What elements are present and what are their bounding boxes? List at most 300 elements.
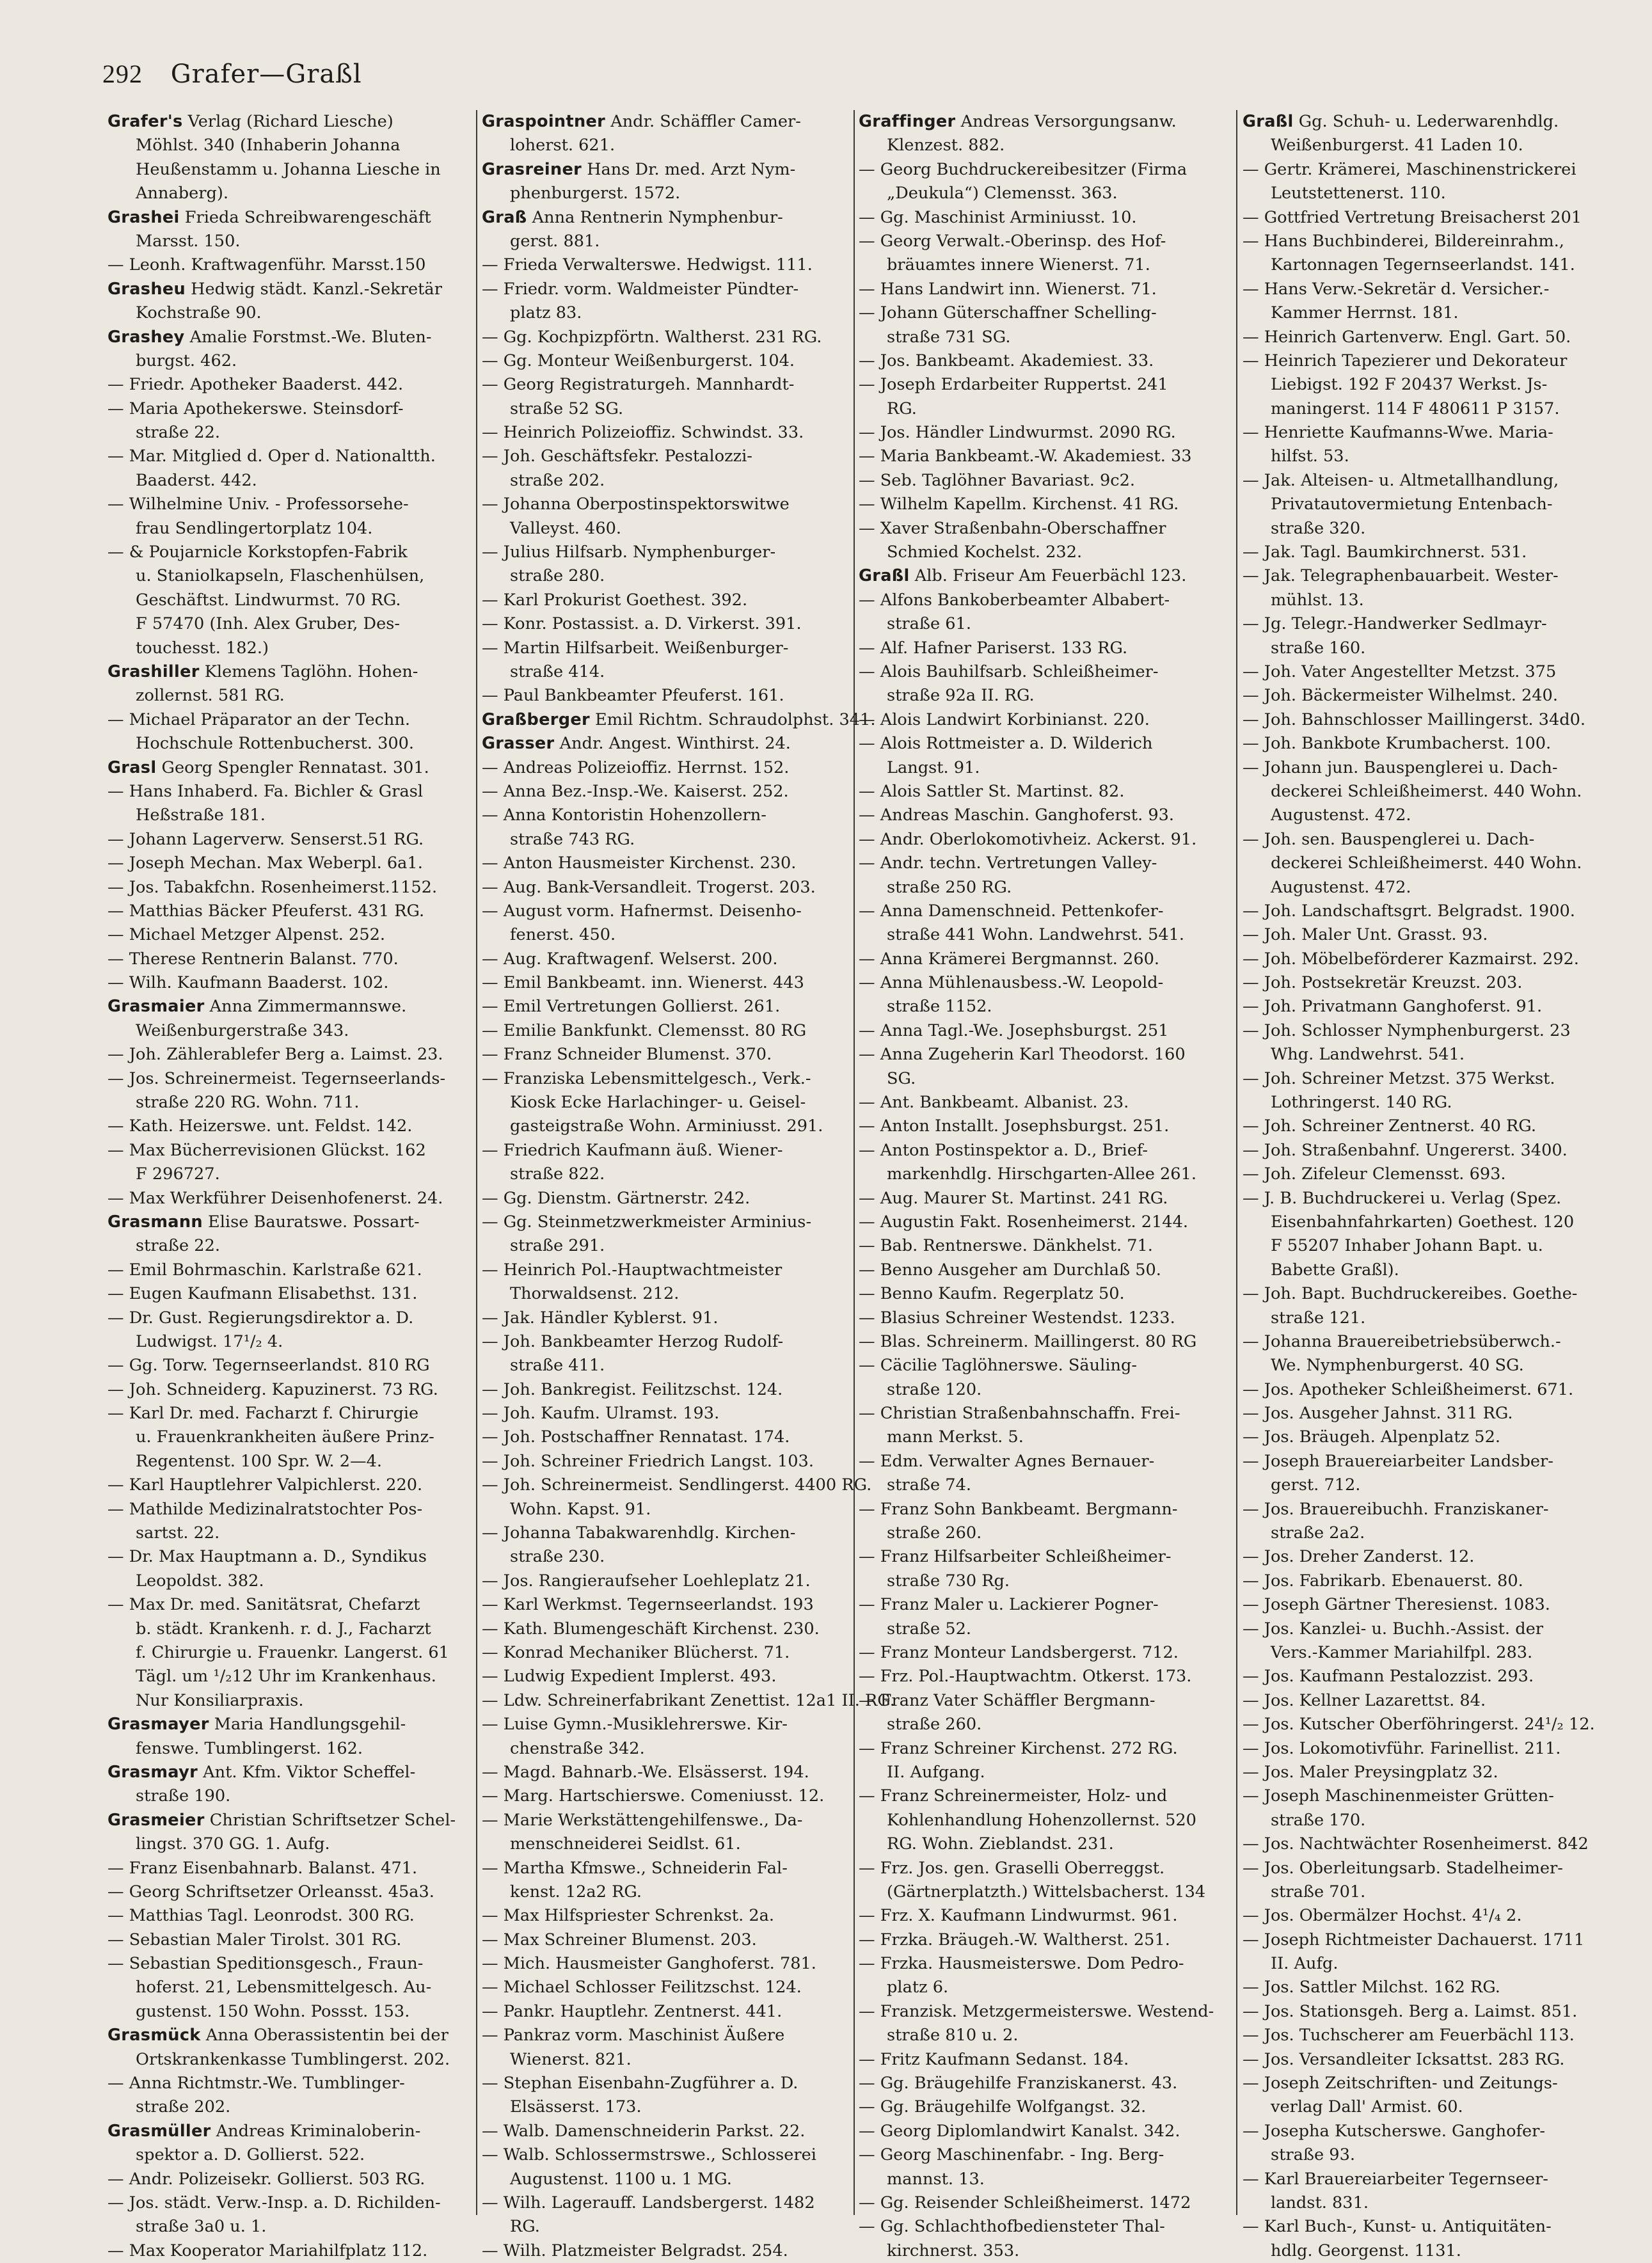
entry-line: RG. Wohn. Zieblandst. 231.: [887, 1834, 1114, 1854]
entry-line: straße 121.: [1271, 1308, 1366, 1328]
entry-line: straße 160.: [1271, 638, 1366, 658]
entry-line: — Fritz Kaufmann Sedanst. 184.: [859, 2049, 1129, 2069]
entry-line: — Hans Buchbinderei, Bildereinrahm.,: [1243, 231, 1564, 251]
entry-line: — Xaver Straßenbahn-Oberschaffner: [859, 518, 1166, 538]
entry-line: f. Chirurgie u. Frauenkr. Langerst. 61: [136, 1643, 449, 1662]
entry-line: straße 822.: [510, 1164, 605, 1184]
entry-line: mannst. 13.: [887, 2169, 985, 2189]
entry-line: — Gertr. Krämerei, Maschinenstrickerei: [1243, 159, 1577, 179]
entry-line: — Karl Brauereiarbeiter Tegernseer-: [1243, 2169, 1548, 2189]
entry-line: — Max Dr. med. Sanitätsrat, Chefarzt: [107, 1595, 420, 1615]
entry-line: burgst. 462.: [136, 351, 237, 370]
entry-line: Möhlst. 340 (Inhaberin Johanna: [136, 136, 401, 155]
entry-line: straße 220 RG. Wohn. 711.: [136, 1093, 360, 1113]
entry-heading: Grasmann Elise Bauratswe. Possart-: [107, 1212, 420, 1232]
entry-heading: Grafer's Verlag (Richard Liesche): [107, 112, 393, 131]
entry-line: — Jos. Obermälzer Hochst. 4¹/₄ 2.: [1243, 1906, 1522, 1926]
entry-line: straße 260.: [887, 1715, 982, 1735]
entry-line: Ludwigst. 17¹/₂ 4.: [136, 1331, 283, 1351]
entry-line: — Jos. Versandleiter Icksattst. 283 RG.: [1243, 2049, 1565, 2069]
entry-heading: Graßl Gg. Schuh- u. Lederwarenhdlg.: [1243, 112, 1559, 131]
entry-line: Augustenst. 472.: [1271, 877, 1411, 897]
directory-column-3: [859, 110, 1220, 2260]
entry-line: — Andr. techn. Vertretungen Valley-: [859, 854, 1157, 873]
entry-line: — Blas. Schreinerm. Maillingerst. 80 RG: [859, 1331, 1197, 1351]
entry-line: We. Nymphenburgerst. 40 SG.: [1271, 1356, 1524, 1376]
entry-line: Weißenburgerst. 41 Laden 10.: [1271, 136, 1523, 155]
entry-line: Annaberg).: [136, 184, 228, 203]
entry-line: — Walb. Schlossermstrswe., Schlosserei: [482, 2145, 816, 2165]
entry-line: — Jg. Telegr.-Handwerker Sedlmayr-: [1243, 614, 1547, 634]
entry-line: — Joh. Möbelbeförderer Kazmairst. 292.: [1243, 949, 1579, 969]
entry-line: Eisenbahnfahrkarten) Goethest. 120: [1271, 1212, 1575, 1232]
entry-line: — Bab. Rentnerswe. Dänkhelst. 71.: [859, 1236, 1153, 1256]
entry-line: — Max Hilfspriester Schrenkst. 2a.: [482, 1906, 775, 1926]
page-number: 292: [102, 60, 143, 88]
entry-line: — Andr. Polizeisekr. Gollierst. 503 RG.: [107, 2169, 425, 2189]
entry-line: — Jos. städt. Verw.-Insp. a. D. Richilden-: [107, 2193, 441, 2212]
entry-line: — Michael Schlosser Feilitzschst. 124.: [482, 1978, 802, 1997]
entry-heading: Grasheu Hedwig städt. Kanzl.-Sekretär: [107, 279, 442, 299]
entry-line: straße 411.: [510, 1356, 605, 1376]
entry-line: — Jak. Händler Kyblerst. 91.: [482, 1308, 719, 1328]
entry-line: straße 1152.: [887, 997, 992, 1017]
entry-line: Privatautovermietung Entenbach-: [1271, 495, 1553, 514]
entry-line: — Joh. Maler Unt. Grasst. 93.: [1243, 925, 1488, 945]
entry-line: Kochstraße 90.: [136, 303, 262, 323]
entry-line: straße 701.: [1271, 1882, 1366, 1902]
entry-line: — Joh. Postsekretär Kreuzst. 203.: [1243, 973, 1523, 993]
entry-line: hdlg. Georgenst. 1131.: [1271, 2241, 1461, 2260]
entry-line: Whg. Landwehrst. 541.: [1271, 1045, 1465, 1065]
entry-line: — Sebastian Speditionsgesch., Fraun-: [107, 1954, 424, 1974]
entry-line: — Johann Lagerverw. Senserst.51 RG.: [107, 829, 424, 849]
entry-line: Kiosk Ecke Harlachinger- u. Geisel-: [510, 1093, 806, 1113]
entry-line: u. Frauenkrankheiten äußere Prinz-: [136, 1427, 434, 1447]
entry-line: — Martha Kfmswe., Schneiderin Fal-: [482, 1858, 788, 1878]
entry-line: — Anna Bez.-Insp.-We. Kaiserst. 252.: [482, 781, 789, 801]
entry-line: — Alois Sattler St. Martinst. 82.: [859, 781, 1125, 801]
entry-line: — Jos. Sattler Milchst. 162 RG.: [1243, 1978, 1500, 1997]
entry-line: gerst. 712.: [1271, 1475, 1361, 1495]
entry-line: — Johanna Oberpostinspektorswitwe: [482, 495, 790, 514]
entry-line: — Blasius Schreiner Westendst. 1233.: [859, 1308, 1175, 1328]
entry-line: — Marg. Hartschierswe. Comeniusst. 12.: [482, 1786, 825, 1806]
entry-line: SG.: [887, 1068, 916, 1088]
entry-line: — Frieda Verwalterswe. Hedwigst. 111.: [482, 255, 813, 275]
entry-line: — Franz Schneider Blumenst. 370.: [482, 1045, 772, 1065]
entry-line: spektor a. D. Gollierst. 522.: [136, 2145, 365, 2165]
entry-heading: Grasreiner Hans Dr. med. Arzt Nym-: [482, 159, 796, 179]
entry-line: — Jos. Bräugeh. Alpenplatz 52.: [1243, 1427, 1500, 1447]
entry-line: — Josepha Kutscherswe. Ganghofer-: [1243, 2121, 1546, 2141]
entry-line: — Wilhelm Kapellm. Kirchenst. 41 RG.: [859, 495, 1179, 514]
entry-line: verlag Dall' Armist. 60.: [1271, 2097, 1463, 2117]
running-head: Grafer—Graßl: [170, 60, 362, 89]
entry-line: straße 730 Rg.: [887, 1571, 1010, 1591]
entry-line: mühlst. 13.: [1271, 590, 1364, 610]
entry-line: — Joh. Schneiderg. Kapuzinerst. 73 RG.: [107, 1379, 438, 1399]
entry-line: sartst. 22.: [136, 1523, 220, 1543]
entry-line: straße 731 SG.: [887, 327, 1011, 347]
entry-line: — Jos. Lokomotivführ. Farinellist. 211.: [1243, 1738, 1561, 1758]
entry-line: straße 280.: [510, 566, 605, 586]
entry-line: — Jak. Alteisen- u. Altmetallhandlung,: [1243, 470, 1559, 490]
entry-line: Tägl. um ¹/₂12 Uhr im Krankenhaus.: [136, 1667, 436, 1687]
entry-line: — Gg. Dienstm. Gärtnerstr. 242.: [482, 1188, 751, 1208]
entry-line: — Joh. Bankbote Krumbacherst. 100.: [1243, 734, 1552, 754]
entry-line: straße 230.: [510, 1547, 605, 1567]
entry-line: — Emil Vertretungen Gollierst. 261.: [482, 997, 781, 1017]
entry-line: — Johann Güterschaffner Schelling-: [859, 303, 1157, 323]
entry-line: Kammer Herrnst. 181.: [1271, 303, 1459, 323]
entry-line: — Anna Zugeherin Karl Theodorst. 160: [859, 1045, 1186, 1065]
entry-line: — Joh. Privatmann Ganghoferst. 91.: [1243, 997, 1543, 1017]
entry-line: — Wilh. Platzmeister Belgradst. 254.: [482, 2241, 788, 2260]
entry-line: — Jos. Fabrikarb. Ebenauerst. 80.: [1243, 1571, 1523, 1591]
entry-line: — Jos. Kellner Lazarettst. 84.: [1243, 1690, 1486, 1710]
entry-line: Lothringerst. 140 RG.: [1271, 1093, 1452, 1113]
entry-line: — Karl Hauptlehrer Valpichlerst. 220.: [107, 1475, 423, 1495]
entry-line: — Joh. Schreiner Metzst. 375 Werkst.: [1243, 1068, 1555, 1088]
entry-line: — Georg Maschinenfabr. - Ing. Berg-: [859, 2145, 1164, 2165]
entry-line: — Karl Buch-, Kunst- u. Antiquitäten-: [1243, 2217, 1552, 2237]
entry-line: hilfst. 53.: [1271, 447, 1349, 466]
entry-line: — Franz Monteur Landsbergerst. 712.: [859, 1643, 1179, 1662]
entry-line: — Jos. Brauereibuchh. Franziskaner-: [1243, 1499, 1549, 1519]
entry-line: straße 170.: [1271, 1810, 1366, 1830]
entry-line: — Gg. Torw. Tegernseerlandst. 810 RG: [107, 1356, 430, 1376]
entry-line: — Gg. Bräugehilfe Wolfgangst. 32.: [859, 2097, 1147, 2117]
entry-line: straße 441 Wohn. Landwehrst. 541.: [887, 925, 1185, 945]
entry-line: kenst. 12a2 RG.: [510, 1882, 642, 1902]
entry-line: phenburgerst. 1572.: [510, 184, 681, 203]
entry-line: Vers.-Kammer Mariahilfpl. 283.: [1271, 1643, 1533, 1662]
entry-line: — Max Schreiner Blumenst. 203.: [482, 1930, 757, 1949]
entry-line: straße 3a0 u. 1.: [136, 2217, 267, 2237]
entry-line: Kohlenhandlung Hohenzollernst. 520: [887, 1810, 1196, 1830]
entry-line: — Luise Gymn.-Musiklehrerswe. Kir-: [482, 1715, 788, 1735]
entry-line: — Walb. Damenschneiderin Parkst. 22.: [482, 2121, 806, 2141]
entry-line: — Joh. Landschaftsgrt. Belgradst. 1900.: [1243, 901, 1575, 921]
entry-line: — Friedr. vorm. Waldmeister Pündter-: [482, 279, 799, 299]
entry-line: — Joh. sen. Bauspenglerei u. Dach-: [1243, 829, 1535, 849]
entry-line: — Anna Krämerei Bergmannst. 260.: [859, 949, 1160, 969]
entry-line: — Matthias Tagl. Leonrodst. 300 RG.: [107, 1906, 415, 1926]
entry-line: — Augustin Fakt. Rosenheimerst. 2144.: [859, 1212, 1188, 1232]
entry-line: — Jos. Stationsgeh. Berg a. Laimst. 851.: [1243, 2001, 1578, 2021]
entry-line: straße 52 SG.: [510, 399, 624, 418]
entry-line: II. Aufg.: [1271, 1954, 1338, 1974]
entry-line: — Heinrich Polizeioffiz. Schwindst. 33.: [482, 423, 804, 443]
entry-line: — Magd. Bahnarb.-We. Elsässerst. 194.: [482, 1762, 809, 1782]
entry-line: platz 6.: [887, 1978, 949, 1997]
entry-line: — Jos. Tabakfchn. Rosenheimerst.1152.: [107, 877, 438, 897]
entry-heading: Graßberger Emil Richtm. Schraudolphst. 341.: [482, 710, 876, 729]
entry-line: — Emil Bankbeamt. inn. Wienerst. 443: [482, 973, 804, 993]
entry-line: RG.: [510, 2217, 540, 2237]
entry-line: — Anna Tagl.-We. Josephsburgst. 251: [859, 1020, 1169, 1040]
entry-line: lingst. 370 GG. 1. Aufg.: [136, 1834, 330, 1854]
entry-line: — Joh. Schreiner Zentnerst. 40 RG.: [1243, 1116, 1536, 1136]
entry-line: — Jos. Apotheker Schleißheimerst. 671.: [1243, 1379, 1574, 1399]
entry-line: — Hans Verw.-Sekretär d. Versicher.-: [1243, 279, 1550, 299]
entry-line: straße 61.: [887, 614, 971, 634]
entry-line: Leopoldst. 382.: [136, 1571, 264, 1591]
entry-line: zollernst. 581 RG.: [136, 686, 285, 706]
entry-line: — Benno Ausgeher am Durchlaß 50.: [859, 1260, 1161, 1280]
entry-line: — Jos. Bankbeamt. Akademiest. 33.: [859, 351, 1154, 370]
entry-line: straße 414.: [510, 662, 605, 681]
entry-line: Geschäftst. Lindwurmst. 70 RG.: [136, 590, 401, 610]
entry-line: — Karl Werkmst. Tegernseerlandst. 193: [482, 1595, 814, 1615]
entry-line: — Jos. Kaufmann Pestalozzist. 293.: [1243, 1667, 1534, 1687]
entry-line: straße 22.: [136, 423, 220, 443]
entry-line: RG.: [887, 399, 917, 418]
entry-line: — Joh. Postschaffner Rennatast. 174.: [482, 1427, 790, 1447]
directory-column-4: [1243, 110, 1604, 2260]
entry-line: — Wilh. Kaufmann Baaderst. 102.: [107, 973, 389, 993]
entry-line: F 55207 Inhaber Johann Bapt. u.: [1271, 1236, 1543, 1256]
entry-line: straße 743 RG.: [510, 829, 635, 849]
entry-line: — Anton Postinspektor a. D., Brief-: [859, 1140, 1148, 1160]
entry-line: — Max Bücherrevisionen Glückst. 162: [107, 1140, 426, 1160]
entry-line: — Joh. Geschäftsfekr. Pestalozzi-: [482, 447, 752, 466]
column-rule: [1236, 110, 1237, 2215]
entry-line: straße 291.: [510, 1236, 605, 1256]
entry-heading: Grasl Georg Spengler Rennatast. 301.: [107, 758, 429, 777]
entry-line: — Wilhelmine Univ. - Professorsehe-: [107, 495, 409, 514]
entry-line: — Emilie Bankfunkt. Clemensst. 80 RG: [482, 1020, 807, 1040]
entry-line: — Karl Dr. med. Facharzt f. Chirurgie: [107, 1404, 419, 1424]
entry-line: — Gottfried Vertretung Breisacherst 201: [1243, 207, 1582, 227]
entry-line: — Heinrich Gartenverw. Engl. Gart. 50.: [1243, 327, 1571, 347]
entry-line: loherst. 621.: [510, 136, 616, 155]
entry-line: bräuamtes innere Wienerst. 71.: [887, 255, 1150, 275]
entry-line: — Andreas Polizeioffiz. Herrnst. 152.: [482, 758, 790, 777]
entry-line: — J. B. Buchdruckerei u. Verlag (Spez.: [1243, 1188, 1562, 1208]
entry-line: maningerst. 114 F 480611 P 3157.: [1271, 399, 1560, 418]
entry-line: — Alf. Hafner Pariserst. 133 RG.: [859, 638, 1128, 658]
entry-line: — Johann jun. Bauspenglerei u. Dach-: [1243, 758, 1558, 777]
entry-line: — Anna Damenschneid. Pettenkofer-: [859, 901, 1164, 921]
entry-line: — Paul Bankbeamter Pfeuferst. 161.: [482, 686, 784, 706]
entry-line: fenswe. Tumblingerst. 162.: [136, 1738, 363, 1758]
entry-line: — Joseph Zeitschriften- und Zeitungs-: [1243, 2074, 1558, 2093]
entry-line: — Franz Sohn Bankbeamt. Bergmann-: [859, 1499, 1178, 1519]
directory-column-2: [482, 110, 895, 2260]
entry-line: — Georg Diplomlandwirt Kanalst. 342.: [859, 2121, 1180, 2141]
entry-line: deckerei Schleißheimerst. 440 Wohn.: [1271, 854, 1582, 873]
entry-line: — Jos. Ausgeher Jahnst. 311 RG.: [1243, 1404, 1513, 1424]
entry-line: — Michael Metzger Alpenst. 252.: [107, 925, 386, 945]
entry-line: — Joh. Vater Angestellter Metzst. 375: [1243, 662, 1557, 681]
entry-line: — Gg. Reisender Schleißheimerst. 1472: [859, 2193, 1191, 2212]
entry-heading: Grasmaier Anna Zimmermannswe.: [107, 997, 407, 1017]
entry-line: — Frzka. Bräugeh.-W. Waltherst. 251.: [859, 1930, 1170, 1949]
entry-line: — Mich. Hausmeister Ganghoferst. 781.: [482, 1954, 816, 1974]
column-rule: [854, 110, 855, 2215]
entry-line: straße 250 RG.: [887, 877, 1012, 897]
entry-line: hoferst. 21, Lebensmittelgesch. Au-: [136, 1978, 432, 1997]
entry-line: — Mar. Mitglied d. Oper d. Nationaltth.: [107, 447, 436, 466]
entry-line: Heßstraße 181.: [136, 806, 266, 825]
entry-line: Heußenstamm u. Johanna Liesche in: [136, 159, 441, 179]
entry-line: — Joh. Bahnschlosser Maillingerst. 34d0.: [1243, 710, 1586, 729]
entry-line: — Joh. Kaufm. Ulramst. 193.: [482, 1404, 720, 1424]
entry-line: — Alois Rottmeister a. D. Wilderich: [859, 734, 1153, 754]
entry-line: fenerst. 450.: [510, 925, 616, 945]
entry-heading: Grasser Andr. Angest. Winthirst. 24.: [482, 734, 791, 754]
entry-line: — Karl Prokurist Goethest. 392.: [482, 590, 748, 610]
entry-line: — Anna Mühlenausbess.-W. Leopold-: [859, 973, 1164, 993]
entry-line: — Maria Apothekerswe. Steinsdorf-: [107, 399, 404, 418]
entry-line: — Franz Eisenbahnarb. Balanst. 471.: [107, 1858, 418, 1878]
entry-line: — Joseph Mechan. Max Weberpl. 6a1.: [107, 854, 423, 873]
entry-line: touchesst. 182.): [136, 638, 269, 658]
entry-line: — Gg. Steinmetzwerkmeister Arminius-: [482, 1212, 812, 1232]
entry-line: — Gg. Schlachthofbediensteter Thal-: [859, 2217, 1165, 2237]
entry-line: — Jos. Nachtwächter Rosenheimerst. 842: [1243, 1834, 1589, 1854]
entry-line: — Seb. Taglöhner Bavariast. 9c2.: [859, 470, 1136, 490]
entry-line: — Alois Bauhilfsarb. Schleißheimer-: [859, 662, 1159, 681]
entry-line: Klenzest. 882.: [887, 136, 1005, 155]
entry-heading: Graspointner Andr. Schäffler Camer-: [482, 112, 801, 131]
entry-line: (Gärtnerplatzth.) Wittelsbacherst. 134: [887, 1882, 1206, 1902]
entry-line: — Franz Schreiner Kirchenst. 272 RG.: [859, 1738, 1178, 1758]
entry-line: straße 2a2.: [1271, 1523, 1365, 1543]
entry-line: — Julius Hilfsarb. Nymphenburger-: [482, 543, 776, 562]
entry-line: — Dr. Gust. Regierungsdirektor a. D.: [107, 1308, 414, 1328]
entry-line: — Cäcilie Taglöhnerswe. Säuling-: [859, 1356, 1138, 1376]
entry-line: — Franziska Lebensmittelgesch., Verk.-: [482, 1068, 811, 1088]
entry-line: — Franz Schreinermeister, Holz- und: [859, 1786, 1168, 1806]
entry-line: — Anna Kontoristin Hohenzollern-: [482, 806, 766, 825]
entry-line: — Edm. Verwalter Agnes Bernauer-: [859, 1451, 1155, 1471]
entry-line: — Frz. X. Kaufmann Lindwurmst. 961.: [859, 1906, 1178, 1926]
entry-line: — Max Kooperator Mariahilfplatz 112.: [107, 2241, 428, 2260]
entry-line: — Kath. Heizerswe. unt. Feldst. 142.: [107, 1116, 413, 1136]
entry-line: straße 120.: [887, 1379, 982, 1399]
entry-line: — Frzka. Hausmeisterswe. Dom Pedro-: [859, 1954, 1184, 1974]
entry-line: — Alois Landwirt Korbinianst. 220.: [859, 710, 1150, 729]
entry-line: — Anna Richtmstr.-We. Tumblinger-: [107, 2074, 405, 2093]
entry-line: — Michael Präparator an der Techn.: [107, 710, 411, 729]
entry-line: straße 92a II. RG.: [887, 686, 1035, 706]
entry-line: — Joh. Zählerablefer Berg a. Laimst. 23.: [107, 1045, 443, 1065]
directory-column-1: [107, 110, 469, 2260]
entry-line: Augustenst. 472.: [1271, 806, 1411, 825]
entry-line: — Wilh. Lagerauff. Landsbergerst. 1482: [482, 2193, 815, 2212]
entry-line: — Alfons Bankoberbeamter Albabert-: [859, 590, 1170, 610]
entry-line: — & Poujarnicle Korkstopfen-Fabrik: [107, 543, 408, 562]
entry-line: — Pankraz vorm. Maschinist Äußere: [482, 2026, 785, 2045]
entry-line: — Joh. Bankbeamter Herzog Rudolf-: [482, 1331, 784, 1351]
entry-line: — Ludwig Expedient Implerst. 493.: [482, 1667, 777, 1687]
entry-line: Thorwaldsenst. 212.: [510, 1284, 679, 1304]
entry-heading: Graffinger Andreas Versorgungsanw.: [859, 112, 1177, 131]
entry-line: — Heinrich Pol.-Hauptwachtmeister: [482, 1260, 782, 1280]
entry-line: — Jos. Dreher Zanderst. 12.: [1243, 1547, 1475, 1567]
entry-line: — Franzisk. Metzgermeisterswe. Westend-: [859, 2001, 1214, 2021]
entry-line: platz 83.: [510, 303, 582, 323]
entry-line: — Henriette Kaufmanns-Wwe. Maria-: [1243, 423, 1553, 443]
entry-heading: Grasmayr Ant. Kfm. Viktor Scheffel-: [107, 1762, 416, 1782]
entry-line: — Jos. Tuchscherer am Feuerbächl 113.: [1243, 2026, 1575, 2045]
entry-line: — Jos. Kutscher Oberföhringerst. 24¹/₂ 12.: [1243, 1715, 1595, 1735]
entry-line: — Maria Bankbeamt.-W. Akademiest. 33: [859, 447, 1192, 466]
entry-line: straße 93.: [1271, 2145, 1355, 2165]
entry-line: — Joseph Richtmeister Dachauerst. 1711: [1243, 1930, 1585, 1949]
entry-line: — Eugen Kaufmann Elisabethst. 131.: [107, 1284, 418, 1304]
column-rule: [476, 110, 477, 2215]
entry-line: — Joseph Brauereiarbeiter Landsber-: [1243, 1451, 1553, 1471]
entry-line: landst. 831.: [1271, 2193, 1369, 2212]
entry-line: frau Sendlingertorplatz 104.: [136, 518, 373, 538]
entry-line: Kartonnagen Tegernseerlandst. 141.: [1271, 255, 1575, 275]
entry-line: II. Aufgang.: [887, 1762, 985, 1782]
entry-line: — Jos. Schreinermeist. Tegernseerlands-: [107, 1068, 446, 1088]
entry-line: — Martin Hilfsarbeit. Weißenburger-: [482, 638, 789, 658]
entry-line: — Ant. Bankbeamt. Albanist. 23.: [859, 1093, 1129, 1113]
entry-line: — Max Werkführer Deisenhofenerst. 24.: [107, 1188, 443, 1208]
entry-line: F 296727.: [136, 1164, 220, 1184]
entry-line: Liebigst. 192 F 20437 Werkst. Js-: [1271, 375, 1548, 395]
entry-line: Ortskrankenkasse Tumblingerst. 202.: [136, 2049, 450, 2069]
entry-line: — Joh. Zifeleur Clemensst. 693.: [1243, 1164, 1506, 1184]
entry-line: — Anton Installt. Josephsburgst. 251.: [859, 1116, 1170, 1136]
entry-line: chenstraße 342.: [510, 1738, 645, 1758]
entry-line: — Benno Kaufm. Regerplatz 50.: [859, 1284, 1125, 1304]
entry-line: Hochschule Rottenbucherst. 300.: [136, 734, 415, 754]
entry-line: — Joh. Schlosser Nymphenburgerst. 23: [1243, 1020, 1571, 1040]
entry-line: — Jos. Rangieraufseher Loehleplatz 21.: [482, 1571, 811, 1591]
entry-line: — Jos. Kanzlei- u. Buchh.-Assist. der: [1243, 1619, 1543, 1639]
entry-line: — Franz Maler u. Lackierer Pogner-: [859, 1595, 1159, 1615]
entry-line: — Jos. Händler Lindwurmst. 2090 RG.: [859, 423, 1176, 443]
entry-line: Baaderst. 442.: [136, 470, 257, 490]
page-header: [102, 59, 1574, 97]
entry-line: — Frz. Pol.-Hauptwachtm. Otkerst. 173.: [859, 1667, 1192, 1687]
entry-line: deckerei Schleißheimerst. 440 Wohn.: [1271, 781, 1582, 801]
entry-line: mann Merkst. 5.: [887, 1427, 1024, 1447]
entry-line: straße 52.: [887, 1619, 971, 1639]
entry-line: — Johanna Brauereibetriebsüberwch.-: [1243, 1331, 1561, 1351]
entry-line: — Mathilde Medizinalratstochter Pos-: [107, 1499, 423, 1519]
entry-line: — Frz. Jos. gen. Graselli Oberreggst.: [859, 1858, 1165, 1878]
entry-line: straße 810 u. 2.: [887, 2026, 1019, 2045]
entry-line: — Sebastian Maler Tirolst. 301 RG.: [107, 1930, 402, 1949]
entry-line: — Konr. Postassist. a. D. Virkerst. 391.: [482, 614, 802, 634]
entry-line: — Gg. Bräugehilfe Franziskanerst. 43.: [859, 2074, 1178, 2093]
entry-line: — Andreas Maschin. Ganghoferst. 93.: [859, 806, 1175, 825]
entry-line: — Gg. Monteur Weißenburgerst. 104.: [482, 351, 795, 370]
entry-line: — Franz Vater Schäffler Bergmann-: [859, 1690, 1156, 1710]
entry-line: — Joseph Gärtner Theresienst. 1083.: [1243, 1595, 1550, 1615]
entry-line: — Joh. Bapt. Buchdruckereibes. Goethe-: [1243, 1284, 1578, 1304]
entry-line: Nur Konsiliarpraxis.: [136, 1690, 304, 1710]
entry-line: Leutstettenerst. 110.: [1271, 184, 1446, 203]
entry-line: — Hans Landwirt inn. Wienerst. 71.: [859, 279, 1157, 299]
entry-line: „Deukula“) Clemensst. 363.: [887, 184, 1118, 203]
entry-line: Babette Graßl).: [1271, 1260, 1399, 1280]
entry-line: — Therese Rentnerin Balanst. 770.: [107, 949, 399, 969]
entry-line: — Marie Werkstättengehilfenswe., Da-: [482, 1810, 803, 1830]
entry-line: — Friedrich Kaufmann äuß. Wiener-: [482, 1140, 783, 1160]
entry-line: — Friedr. Apotheker Baaderst. 442.: [107, 375, 404, 395]
entry-line: — Leonh. Kraftwagenführ. Marsst.150: [107, 255, 426, 275]
entry-line: — Andr. Oberlokomotivheiz. Ackerst. 91.: [859, 829, 1197, 849]
